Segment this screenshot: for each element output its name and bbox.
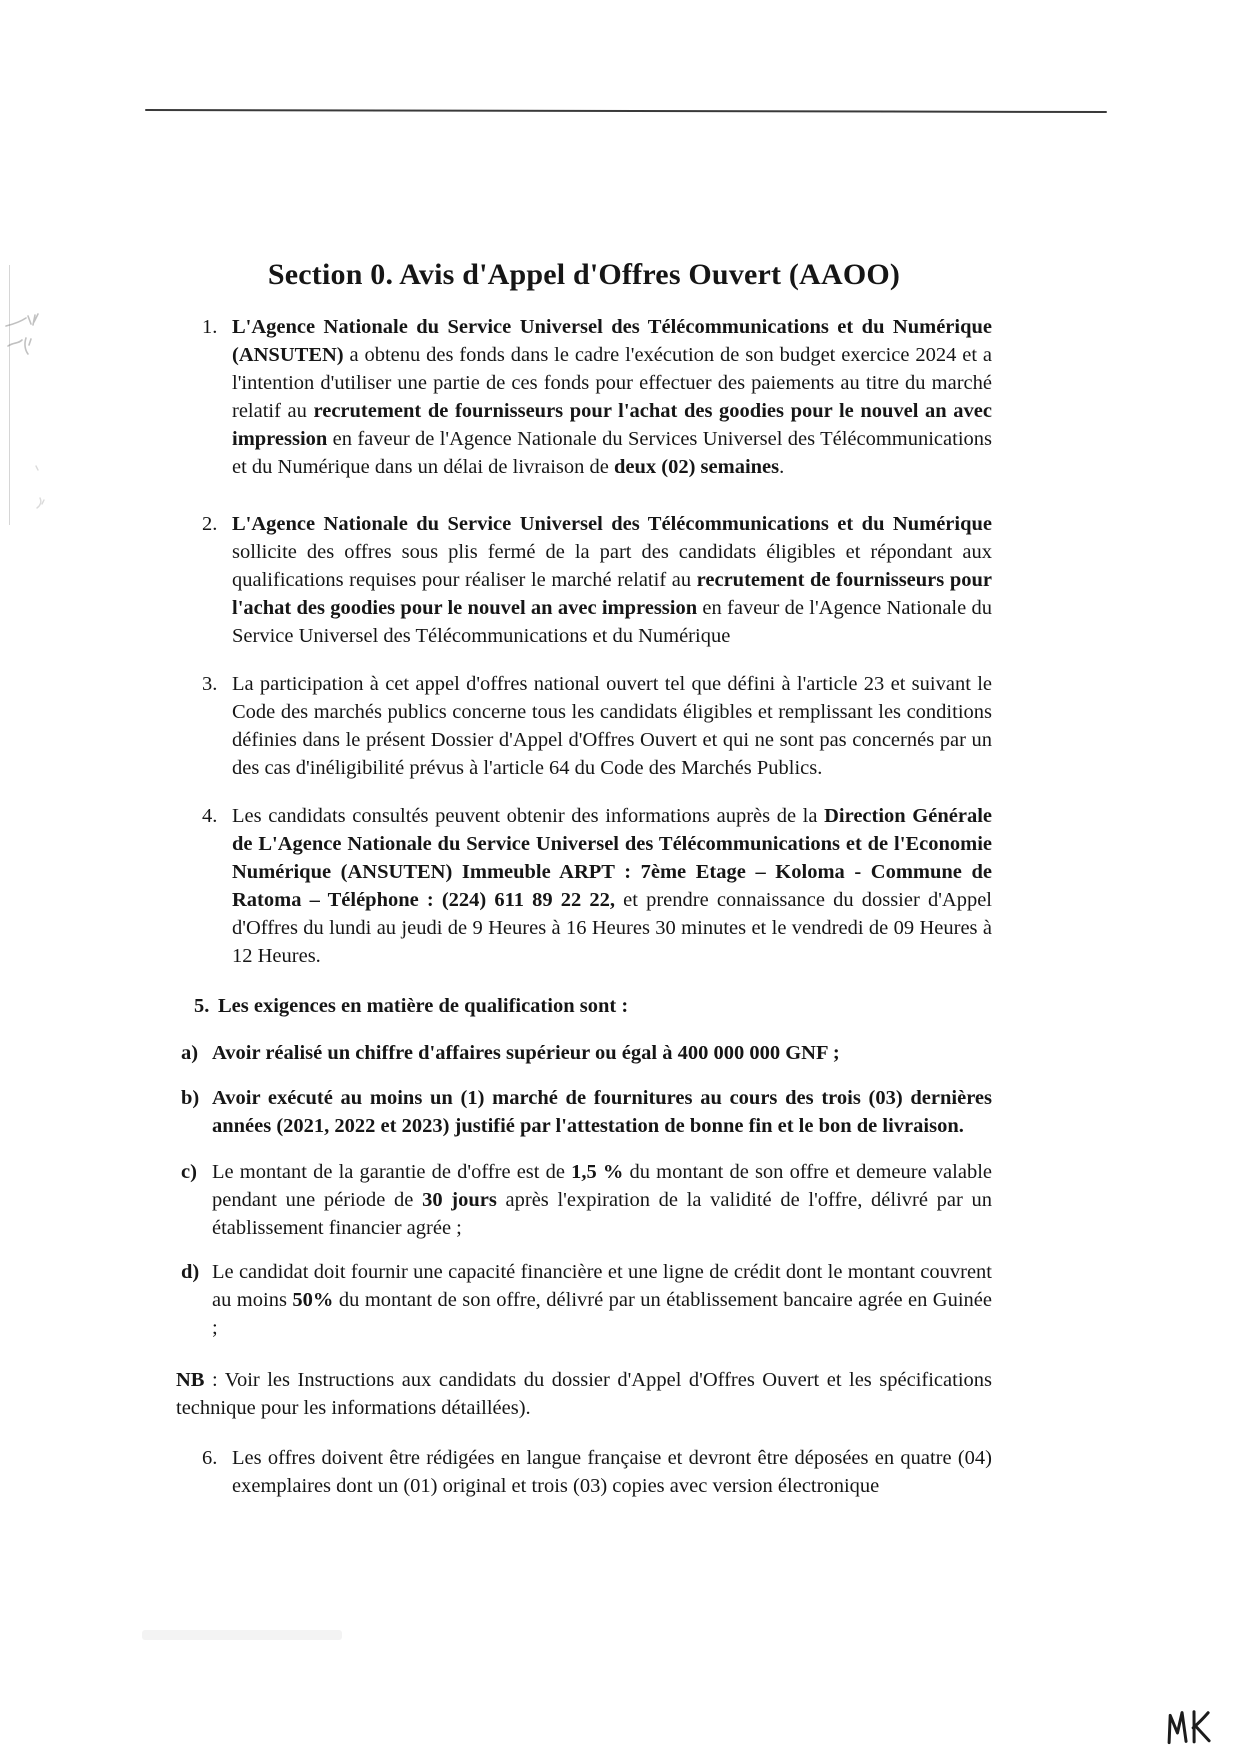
paragraph-text: NB : Voir les Instructions aux candidats du dossier d'Appel d'Offres Ouvert et les spécifications technique pour les informations détaillées). <box>176 1369 992 1419</box>
paragraph-text: Les candidats consultés peuvent obtenir des informations auprès de la Direction Générale de L'Agence Nationale du Service Universel des Télécommunications et de l'Economie Numérique (ANSUTEN) Immeuble ARPT : 7ème Etage – Koloma - Commune de Ratoma – Téléphone : (224) 611 89 22 22, et prendre connaissance du dossier d'Appel d'Offres du lundi au jeudi de 9 Heures à 16 Heures 30 minutes et le vendredi de 09 Heures à 12 Heures. <box>232 805 992 967</box>
scan-edge-line <box>9 265 10 525</box>
paragraph-text: Les exigences en matière de qualification sont : <box>218 995 629 1017</box>
paragraph <box>176 802 992 970</box>
list-marker: 4. <box>202 805 218 827</box>
paragraph <box>176 1084 992 1140</box>
paragraph-text: Avoir exécuté au moins un (1) marché de fournitures au cours des trois (03) dernières années (2021, 2022 et 2023) justifié par l'attestation de bonne fin et le bon de livraison. <box>212 1087 992 1137</box>
header-rule <box>145 109 1107 113</box>
paragraph-text: L'Agence Nationale du Service Universel des Télécommunications et du Numérique sollicite des offres sous plis fermé de la part des candidats éligibles et répondant aux qualifications requises pour réaliser le marché relatif au recrutement de fournisseurs pour l'achat des goodies pour le nouvel an avec impression en faveur de l'Agence Nationale du Service Universel des Télécommunications et du Numérique <box>232 513 992 647</box>
paragraph-text: Le candidat doit fournir une capacité financière et une ligne de crédit dont le montant couvrent au moins 50% du montant de son offre, délivré par un établissement bancaire agrée en Guinée ; <box>212 1261 993 1339</box>
list-marker: 2. <box>202 513 218 535</box>
paragraph-text: Avoir réalisé un chiffre d'affaires supérieur ou égal à 400 000 000 GNF ; <box>212 1042 840 1064</box>
paragraph-text: La participation à cet appel d'offres national ouvert tel que défini à l'article 23 et suivant le Code des marchés publics concerne tous les candidats éligibles et remplissant les conditions définies dans le présent Dossier d'Appel d'Offres Ouvert et qui ne sont pas concernés par un des cas d'inéligibilité prévus à l'article 64 du Code des Marchés Publics. <box>232 673 992 779</box>
paragraph <box>176 670 992 782</box>
paragraph <box>176 1158 992 1242</box>
list-marker: 3. <box>202 673 218 695</box>
paragraph <box>176 313 992 481</box>
paragraph-text: Les offres doivent être rédigées en langue française et devront être déposées en quatre (04) exemplaires dont un (01) original et trois (03) copies avec version électronique <box>232 1447 992 1497</box>
list-marker: 6. <box>202 1447 218 1469</box>
paragraph <box>176 1258 992 1342</box>
scan-smudge <box>142 1630 342 1640</box>
paragraph <box>176 1039 992 1067</box>
paragraph-text: Le montant de la garantie de d'offre est de 1,5 % du montant de son offre et demeure valable pendant une période de 30 jours après l'expiration de la validité de l'offre, délivré par un établissement financier agrée ; <box>212 1161 993 1239</box>
paragraph <box>176 1444 992 1500</box>
handwritten-initials <box>1163 1702 1220 1750</box>
pencil-speck-mark <box>26 462 56 510</box>
page-title: Section 0. Avis d'Appel d'Offres Ouvert (AAOO) <box>267 258 901 292</box>
list-marker: c) <box>181 1161 197 1183</box>
paragraph <box>176 1366 992 1422</box>
list-marker: b) <box>181 1087 200 1109</box>
paragraph-text: L'Agence Nationale du Service Universel des Télécommunications et du Numérique (ANSUTEN) a obtenu des fonds dans le cadre l'exécution de son budget exercice 2024 et a l'intention d'utiliser une partie de ces fonds pour effectuer des paiements au titre du marché relatif au recrutement de fournisseurs pour l'achat des goodies pour le nouvel an avec impression en faveur de l'Agence Nationale du Services Universel des Télécommunications et du Numérique dans un délai de livraison de deux (02) semaines. <box>232 316 992 478</box>
document-body <box>176 313 992 1500</box>
list-marker: 5. <box>194 995 210 1017</box>
list-marker: a) <box>181 1042 199 1064</box>
paragraph <box>176 992 992 1020</box>
list-marker: d) <box>181 1261 200 1283</box>
paragraph <box>176 510 992 650</box>
list-marker: 1. <box>202 316 218 338</box>
pencil-scribble-mark <box>4 312 64 368</box>
